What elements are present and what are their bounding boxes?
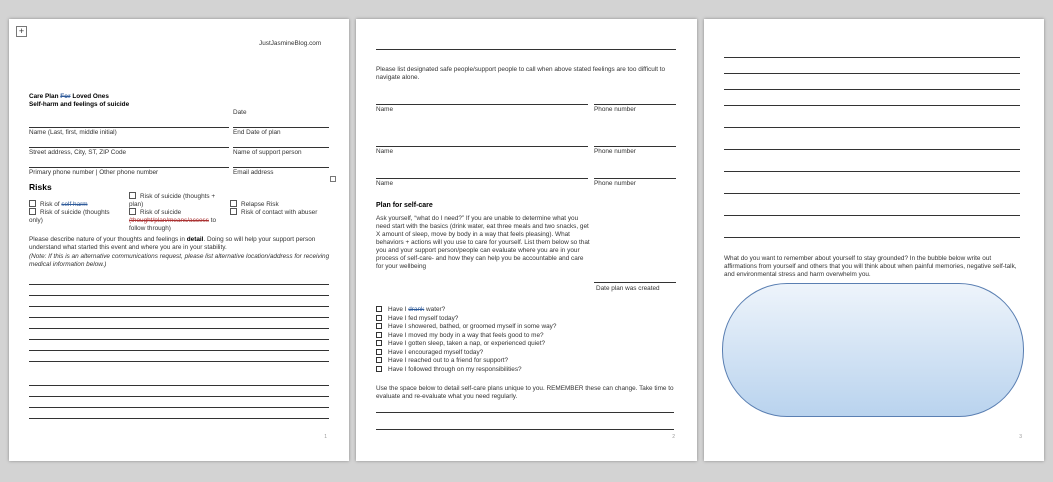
writing-line[interactable]: [724, 89, 1020, 90]
writing-line[interactable]: [29, 317, 329, 318]
contact-name-label: Name: [376, 180, 394, 187]
document-subtitle: Self-harm and feelings of suicide: [29, 101, 130, 108]
checkbox-icon[interactable]: [376, 332, 382, 338]
checkbox-icon[interactable]: [230, 208, 237, 215]
checkbox-icon[interactable]: [376, 357, 382, 363]
checklist-item[interactable]: Have I fed myself today?: [376, 315, 556, 324]
document-page-2: [356, 19, 697, 461]
phone-field-line[interactable]: [29, 167, 229, 168]
checkbox-icon[interactable]: [230, 200, 237, 207]
risk-suicide-follow-through-option[interactable]: Risk of suicide (thought/plan/means/access to follow through): [129, 209, 217, 232]
selfcare-instructions: Ask yourself, “what do I need?” If you are unable to determine what you need start with the basics (drink water, eat three meals and two snacks, get X amount of sleep, move by body in a way that feels pleasing). What behaviors + actions will you use to care for yourself. List them below so that you and your support person/people can evaluate where you are in your process of self-care- and how they can help you be accountable and care for your wellbeing: [376, 215, 590, 270]
contact-phone-line[interactable]: [594, 146, 676, 147]
writing-line[interactable]: [724, 237, 1020, 238]
table-move-handle-icon[interactable]: +: [16, 26, 27, 37]
contact-name-line[interactable]: [376, 104, 588, 105]
checklist-item[interactable]: Have I encouraged myself today?: [376, 349, 556, 358]
checkbox-icon[interactable]: [129, 208, 136, 215]
page-number: 2: [672, 434, 675, 440]
risk-suicide-thoughts-only-option[interactable]: Risk of suicide (thoughts only): [29, 209, 110, 224]
describe-instructions: Please describe nature of your thoughts and feelings in detail. Doing so will help your support person understand what started this event and where you are in your stability.: [29, 236, 316, 251]
writing-line[interactable]: [376, 412, 674, 413]
selfcare-heading: Plan for self-care: [376, 202, 433, 209]
end-date-label: End Date of plan: [233, 129, 281, 136]
writing-line[interactable]: [29, 339, 329, 340]
checkbox-icon[interactable]: [376, 340, 382, 346]
checkbox-icon[interactable]: [129, 192, 136, 199]
selfcare-closing-text: Use the space below to detail self-care plans unique to you. REMEMBER these can change. Take time to evaluate and re-evaluate what you need regularly.: [376, 385, 674, 400]
writing-line[interactable]: [724, 149, 1020, 150]
writing-line[interactable]: [724, 127, 1020, 128]
email-label: Email address: [233, 169, 274, 176]
address-label: Street address, City, ST, ZIP Code: [29, 149, 127, 156]
writing-line[interactable]: [724, 73, 1020, 74]
affirmation-bubble-shape[interactable]: [722, 283, 1024, 417]
checklist-item[interactable]: Have I drank water?: [376, 306, 556, 315]
risk-suicide-thoughts-plan-option[interactable]: Risk of suicide (thoughts + plan): [129, 193, 216, 208]
contact-phone-label: Phone number: [594, 180, 636, 187]
document-page-1: [9, 19, 349, 461]
checkbox-icon[interactable]: [29, 200, 36, 207]
address-field-line[interactable]: [29, 147, 229, 148]
selfcare-checklist: [376, 306, 556, 374]
contact-name-line[interactable]: [376, 146, 588, 147]
alternative-note: (Note: If this is an alternative communications request, please list alternative location/address for receiving medical information below.): [29, 253, 330, 268]
contact-phone-label: Phone number: [594, 148, 636, 155]
date-created-label: Date plan was created: [596, 285, 660, 292]
phone-label: Primary phone number | Other phone number: [29, 169, 159, 176]
contact-name-label: Name: [376, 148, 394, 155]
page-number: 3: [1019, 434, 1022, 440]
writing-line[interactable]: [724, 193, 1020, 194]
checkbox-icon[interactable]: [376, 323, 382, 329]
page-number: 1: [324, 434, 327, 440]
writing-line[interactable]: [29, 306, 329, 307]
support-name-label: Name of support person: [233, 149, 302, 156]
writing-line[interactable]: [724, 215, 1020, 216]
checkbox-icon[interactable]: [376, 349, 382, 355]
site-url: JustJasmineBlog.com: [259, 40, 322, 47]
checkbox-icon[interactable]: [376, 306, 382, 312]
name-label: Name (Last, first, middle initial): [29, 129, 117, 136]
writing-line[interactable]: [29, 350, 329, 351]
checklist-item[interactable]: Have I followed through on my responsibilities?: [376, 366, 556, 375]
checklist-item[interactable]: Have I moved my body in a way that feels good to me?: [376, 332, 556, 341]
writing-line[interactable]: [29, 418, 329, 419]
risk-relapse-option[interactable]: Relapse Risk: [230, 200, 279, 209]
writing-line[interactable]: [376, 429, 674, 430]
checkbox-icon[interactable]: [29, 208, 36, 215]
end-date-field-line[interactable]: [233, 127, 329, 128]
writing-line[interactable]: [29, 396, 329, 397]
support-people-intro: Please list designated safe people/support people to call when above stated feelings are too difficult to navigate alone.: [376, 66, 666, 81]
writing-line[interactable]: [29, 295, 329, 296]
writing-line[interactable]: [724, 57, 1020, 58]
writing-line[interactable]: [29, 361, 329, 362]
writing-line[interactable]: [29, 407, 329, 408]
contact-name-line[interactable]: [376, 178, 588, 179]
risk-self-harm-option[interactable]: Risk of self harm: [29, 200, 88, 209]
writing-line[interactable]: [724, 105, 1020, 106]
date-label: Date: [233, 109, 247, 116]
checkbox-icon[interactable]: [376, 315, 382, 321]
support-name-field-line[interactable]: [233, 147, 329, 148]
checklist-item[interactable]: Have I showered, bathed, or groomed myself in some way?: [376, 323, 556, 332]
checkbox-icon[interactable]: [376, 366, 382, 372]
name-field-line[interactable]: [29, 127, 229, 128]
email-field-line[interactable]: [233, 167, 329, 168]
risks-heading: Risks: [29, 182, 52, 192]
risk-abuser-contact-option[interactable]: Risk of contact with abuser: [230, 208, 317, 217]
checklist-item[interactable]: Have I gotten sleep, taken a nap, or experienced quiet?: [376, 340, 556, 349]
contact-phone-line[interactable]: [594, 104, 676, 105]
writing-line[interactable]: [29, 284, 329, 285]
affirmation-prompt: What do you want to remember about yourself to stay grounded? In the bubble below write out affirmations from yourself and others that you will think about when painful memories, negative self-talk, and environmental stress and harm overwhelm you.: [724, 255, 1017, 278]
document-page-3: [704, 19, 1044, 461]
writing-line[interactable]: [29, 385, 329, 386]
table-resize-handle-icon[interactable]: [330, 176, 336, 182]
writing-line[interactable]: [29, 328, 329, 329]
writing-line[interactable]: [376, 49, 676, 50]
contact-phone-label: Phone number: [594, 106, 636, 113]
document-title: Care Plan For Loved Ones: [29, 93, 109, 100]
contact-phone-line[interactable]: [594, 178, 676, 179]
date-created-line[interactable]: [594, 282, 676, 283]
checklist-item[interactable]: Have I reached out to a friend for support?: [376, 357, 556, 366]
writing-line[interactable]: [724, 171, 1020, 172]
contact-name-label: Name: [376, 106, 394, 113]
